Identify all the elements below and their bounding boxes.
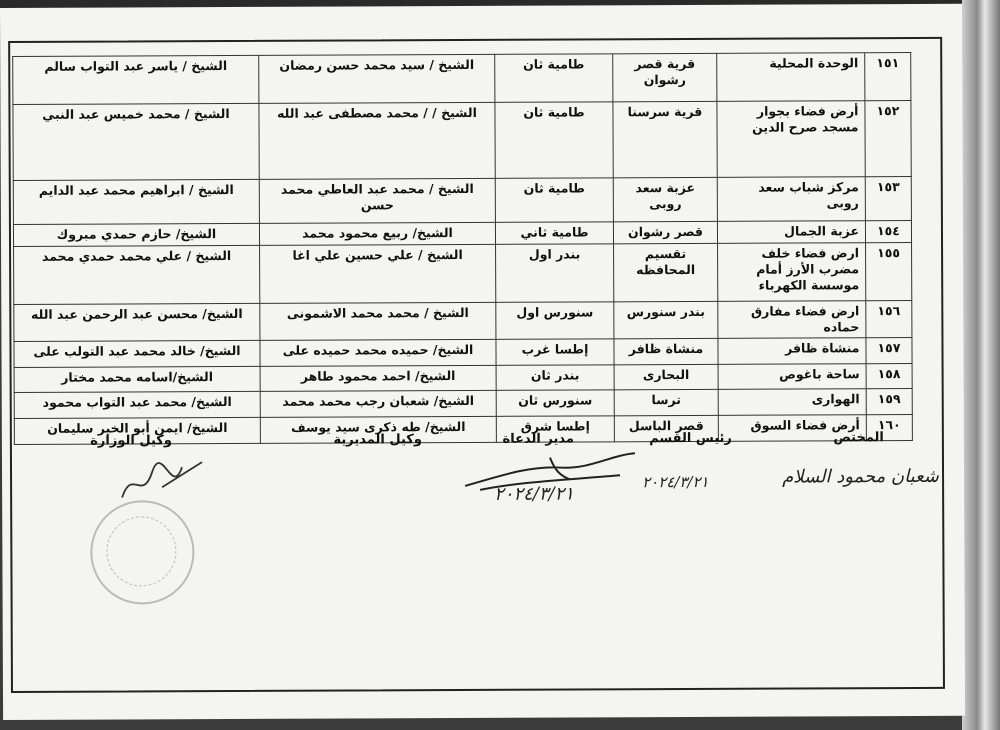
center-cell: طامية ثان [495, 54, 613, 103]
row-number: ١٥٦ [866, 301, 912, 338]
preacher-cell: الشيخ / محمد عبد العاطي محمد حسن [259, 178, 495, 223]
village-cell: قصر رشوان [613, 221, 717, 243]
row-number: ١٥١ [865, 53, 911, 101]
preacher-cell: الشيخ / محمد خميس عبد النبي [13, 103, 259, 180]
preacher-cell: الشيخ / محمد محمد الاشمونى [260, 302, 496, 340]
table-row [13, 101, 911, 181]
village-cell: تقسيم المحافظه [614, 243, 718, 301]
row-number: ١٥٨ [866, 364, 912, 389]
preacher-cell: الشيخ / علي حسين علي اغا [260, 244, 496, 303]
row-number: ١٥٩ [866, 389, 912, 415]
place-cell: ارض فضاء خلف مضرب الأرز أمام موسسة الكهرباء [718, 243, 866, 302]
center-cell: طامية ثان [495, 178, 613, 223]
preacher-cell: الشيخ / ياسر عبد التواب سالم [13, 55, 259, 104]
place-cell: ساحة باغوص [718, 364, 866, 390]
preacher-cell: الشيخ/ حازم حمدي مبروك [13, 223, 259, 246]
village-cell: ترسا [614, 389, 718, 415]
table-row [13, 53, 911, 105]
table-row [14, 389, 912, 419]
preacher-cell: الشيخ / سيد محمد حسن رمضان [259, 54, 495, 103]
row-number: ١٥٥ [866, 243, 912, 301]
preacher-cell: الشيخ/ شعبان رجب محمد محمد [260, 390, 496, 417]
center-cell: بندر ثان [496, 365, 614, 391]
center-cell: سنورس اول [496, 302, 614, 340]
specialist-handwritten-name: شعبان محمود السلام [782, 465, 939, 488]
place-cell: الهوارى [718, 389, 866, 416]
specialist-title: المختص [833, 430, 884, 446]
director-signature-scribble [460, 445, 640, 496]
preacher-cell: الشيخ/ حميده محمد حميده على [260, 339, 496, 366]
preacher-cell: الشيخ/ ربيع محمود محمد [259, 222, 495, 245]
preacher-cell: الشيخ / ابراهيم محمد عبد الدايم [13, 179, 259, 224]
seal-inner-ring [106, 516, 176, 586]
preacher-cell: الشيخ/ محمد عبد التواب محمود [14, 391, 260, 418]
place-cell: ارض فضاء مفارق حماده [718, 301, 866, 339]
preacher-cell: الشيخ / / محمد مصطفى عبد الله [259, 102, 495, 179]
place-cell: أرض فضاء السوق [718, 415, 866, 442]
table-row [14, 301, 912, 342]
preacher-cell: الشيخ/ طه ذكرى سيد يوسف [260, 416, 496, 443]
place-cell: أرض فضاء بجوار مسجد صرح الدين [717, 101, 865, 178]
mosque-assignments-table [12, 52, 913, 448]
row-number: ١٥٤ [865, 221, 911, 243]
preacher-cell: الشيخ/ خالد محمد عبد التولب على [14, 340, 260, 367]
row-number: ١٥٢ [865, 101, 911, 177]
place-cell: مركز شباب سعد روبى [717, 177, 865, 222]
scan-right-edge [962, 0, 1000, 730]
village-cell: بندر سنورس [614, 301, 718, 338]
document-page [0, 4, 965, 720]
directorate-deputy-title: وكيل المديرية [333, 432, 422, 448]
village-cell: البحارى [614, 364, 718, 389]
official-seal [90, 500, 194, 604]
preacher-cell: الشيخ / علي محمد حمدي محمد [14, 245, 260, 304]
table-row [14, 243, 912, 305]
table-row [14, 364, 912, 393]
row-number: ١٥٣ [865, 177, 911, 221]
section-head-handwritten-date: ٢٠٢٤/٣/٢١ [642, 472, 709, 492]
center-cell: إطسا شرق [496, 416, 614, 443]
village-cell: قرية قصر رشوان [613, 53, 717, 101]
table-row [13, 177, 911, 225]
preacher-cell: الشيخ/ محسن عبد الرحمن عبد الله [14, 303, 260, 341]
village-cell: قرية سرسنا [613, 101, 717, 177]
place-cell: منشاة ظافر [718, 338, 866, 365]
village-cell: قصر الباسل [614, 415, 718, 441]
section-head-title: رئيس القسم [649, 430, 732, 447]
preacher-cell: الشيخ/ ايمن أبو الخير سليمان [14, 417, 260, 444]
center-cell: سنورس ثان [496, 390, 614, 417]
place-cell: الوحدة المحلية [717, 53, 865, 102]
director-handwritten-date: ٢٠٢٤/٣/٢١ [494, 483, 574, 505]
row-number: ١٥٧ [866, 338, 912, 364]
center-cell: بندر اول [496, 244, 614, 303]
village-cell: منشاة ظافر [614, 338, 718, 364]
ministry-deputy-title: وكيل الوزارة [90, 433, 172, 449]
preacher-cell: الشيخ/ احمد محمود طاهر [260, 365, 496, 391]
center-cell: طامية ثاني [495, 222, 613, 245]
preacher-cell: الشيخ/اسامه محمد مختار [14, 366, 260, 392]
table-row [14, 338, 912, 368]
place-cell: عزبة الجمال [717, 221, 865, 244]
row-number: ١٦٠ [866, 415, 912, 441]
center-cell: إطسا غرب [496, 339, 614, 366]
center-cell: طامية ثان [495, 102, 613, 179]
ministry-deputy-signature-scribble [112, 457, 212, 507]
preachers-director-title: مدير الدعاة [502, 431, 574, 447]
village-cell: عزبة سعد روبى [613, 177, 717, 221]
